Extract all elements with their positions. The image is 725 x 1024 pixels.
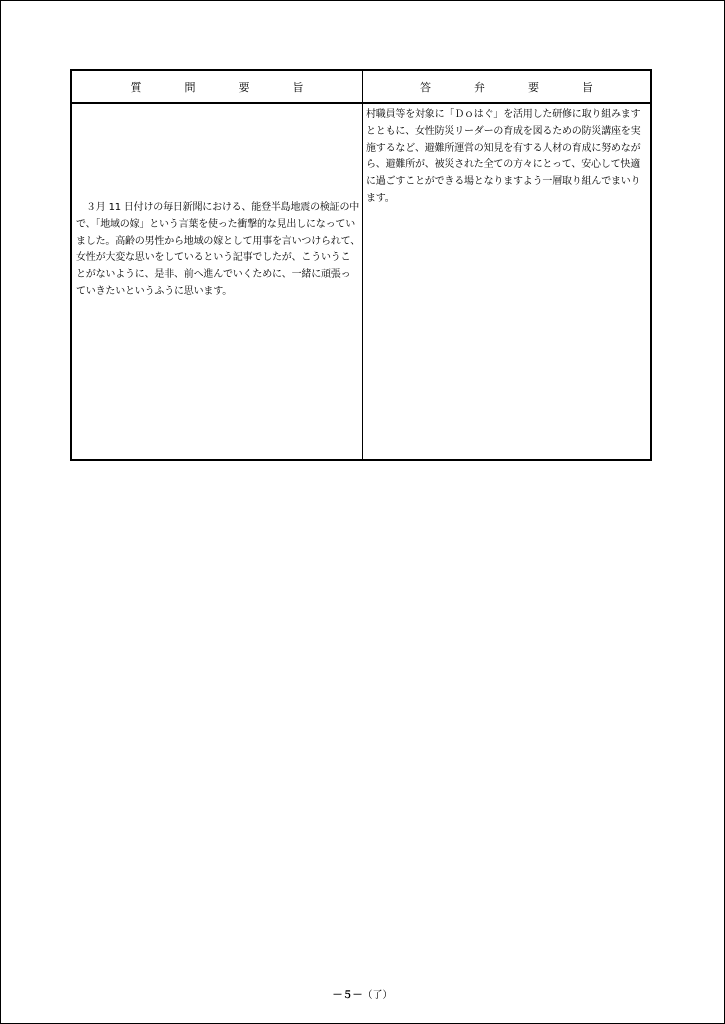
page-number-main: －５－ <box>332 990 363 1001</box>
header-char: 答 <box>420 80 431 94</box>
column-divider <box>362 71 363 459</box>
answer-summary-header <box>363 71 650 102</box>
header-char: 要 <box>528 80 539 94</box>
header-char: 弁 <box>474 80 485 94</box>
header-char: 問 <box>184 80 196 94</box>
header-char: 質 <box>130 80 142 94</box>
qa-table-header <box>72 71 650 104</box>
question-summary-header <box>72 71 362 102</box>
question-text: ３月 11 日付けの毎日新聞における、能登半島地震の検証の中で、「地域の嫁」という言葉を使った衝撃的な見出しになっていました。高齢の男性から地域の嫁として用事を言いつけられて、女性が大変な思いをしているという記事でしたが、こういうことがないように、是非、前へ進んでいくために、一緒に頑張っていきたいというふうに思います。 <box>76 202 360 297</box>
header-char: 旨 <box>292 80 304 94</box>
page-number-suffix: （了） <box>362 990 393 1001</box>
qa-table <box>70 69 652 461</box>
header-char: 要 <box>238 80 250 94</box>
header-char: 旨 <box>582 80 593 94</box>
answer-text: 村職員等を対象に「Ｄｏはぐ」を活用した研修に取り組みますとともに、女性防災リーダーの育成を図るための防災講座を実施するなど、避難所運営の知見を有する人材の育成に努めながら、避難所が、被災された全ての方々にとって、安心して快適に過ごすことができる場となりますよう一層取り組んでまいります。 <box>366 109 641 204</box>
page-number <box>0 986 725 1001</box>
